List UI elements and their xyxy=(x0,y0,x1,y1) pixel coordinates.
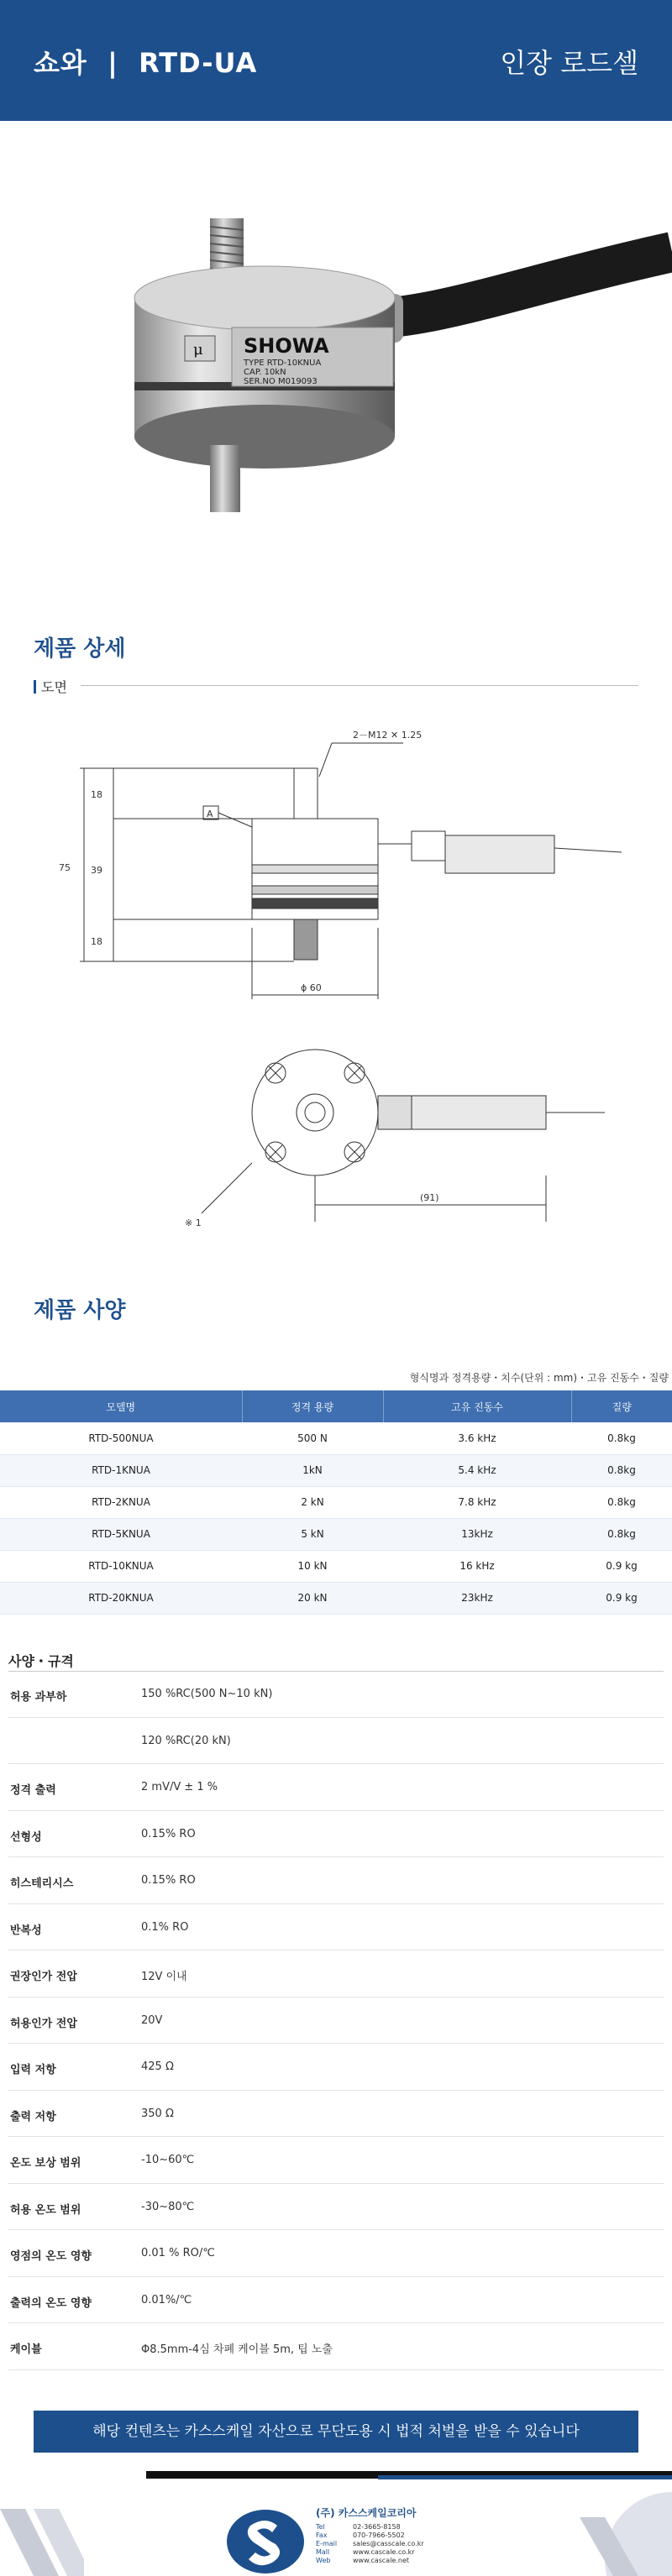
product-photo xyxy=(84,193,672,563)
footer-line xyxy=(316,2523,424,2531)
table-row xyxy=(0,1422,672,1454)
dim-top: 18 xyxy=(91,789,102,800)
spec2-value: 0.15% RO xyxy=(141,1874,196,1887)
cell-frequency: 5.4 kHz xyxy=(383,1454,571,1486)
list-item xyxy=(8,1811,664,1858)
spec-table-header-row xyxy=(0,1390,672,1422)
cell-mass: 0.9 kg xyxy=(571,1550,672,1582)
spec-table xyxy=(0,1390,672,1615)
spec2-key: 허용 과부하 xyxy=(10,1691,67,1704)
category-title: 인장 로드셀 xyxy=(500,47,638,79)
spec2-value: 0.01 % RO/℃ xyxy=(141,2247,215,2259)
spec2-value: 20V xyxy=(141,2013,163,2027)
subtitle-bar xyxy=(34,680,36,694)
company-logo xyxy=(225,2507,306,2576)
footer-label: Mall xyxy=(316,2548,330,2556)
cell-frequency: 13kHz xyxy=(383,1518,571,1550)
list-item xyxy=(8,1857,664,1904)
list-item xyxy=(8,2184,664,2231)
spec2-value: 425 Ω xyxy=(141,2060,174,2073)
footer-line xyxy=(316,2540,424,2548)
cell-capacity: 20 kN xyxy=(242,1582,383,1614)
footer-label: Tel xyxy=(316,2523,325,2531)
cell-capacity: 2 kN xyxy=(242,1486,383,1518)
list-item xyxy=(8,2230,664,2277)
spec2-value: 12V 이내 xyxy=(141,1971,187,1983)
cell-model: RTD-2KNUA xyxy=(0,1486,242,1518)
footer-label: E-mail xyxy=(316,2540,338,2547)
cell-model: RTD-20KNUA xyxy=(0,1582,242,1614)
dim-marker-a: A xyxy=(207,809,213,819)
header-banner xyxy=(0,0,672,121)
spec2-key: 권장인가 전압 xyxy=(10,1971,77,1983)
subtitle-divider xyxy=(81,685,638,686)
spec-section-title: 제품 사양 xyxy=(34,1298,126,1323)
footer-value: 070-7966-5502 xyxy=(353,2531,405,2539)
table-row xyxy=(0,1550,672,1582)
cell-mass: 0.8kg xyxy=(571,1422,672,1454)
spec-table-caption: 형식명과 정격용량・치수(단위 : mm)・고유 진동수・질량 xyxy=(409,1372,669,1384)
drawing-subtitle xyxy=(34,677,67,696)
spec2-key: 허용 온도 범위 xyxy=(10,2203,81,2217)
table-row xyxy=(0,1486,672,1518)
svg-text:μ: μ xyxy=(193,341,203,359)
footer-line xyxy=(316,2548,424,2557)
footer-label: Fax xyxy=(316,2531,328,2539)
footer-company-name: (주) 카스스케일코리아 xyxy=(316,2507,417,2519)
spec2-title: 사양・규격 xyxy=(8,1653,74,1669)
spec-col-model: 모델명 xyxy=(0,1390,242,1422)
spec2-value: 350 Ω xyxy=(141,2107,174,2120)
list-item xyxy=(8,1997,664,2045)
spec2-key: 출력의 온도 영향 xyxy=(10,2296,92,2310)
cell-capacity: 500 N xyxy=(242,1422,383,1454)
dim-mid: 39 xyxy=(91,865,102,876)
footer-decoration-right xyxy=(580,2492,672,2576)
spec2-key: 온도 보상 범위 xyxy=(10,2157,81,2170)
cell-model: RTD-10KNUA xyxy=(0,1550,242,1582)
spec2-key: 히스테리시스 xyxy=(10,1877,74,1890)
footer-label: Web xyxy=(316,2557,331,2564)
cell-model: RTD-500NUA xyxy=(0,1422,242,1454)
label-serial: SER.NO M019093 xyxy=(244,377,318,386)
table-row xyxy=(0,1518,672,1550)
copyright-notice: 해당 컨텐츠는 카스스케일 자산으로 무단도용 시 법적 처벌을 받을 수 있습니다 xyxy=(34,2411,638,2453)
spec2-value: -30~80℃ xyxy=(141,2200,195,2213)
list-item xyxy=(8,1718,664,1765)
list-item xyxy=(8,2277,664,2324)
spec2-value: -10~60℃ xyxy=(141,2154,195,2166)
spec-col-frequency: 고유 진동수 xyxy=(383,1390,571,1422)
cell-frequency: 23kHz xyxy=(383,1582,571,1614)
spec2-key: 출력 저항 xyxy=(10,2110,56,2123)
cell-mass: 0.8kg xyxy=(571,1454,672,1486)
cell-capacity: 10 kN xyxy=(242,1550,383,1582)
cell-mass: 0.8kg xyxy=(571,1486,672,1518)
footer-info xyxy=(316,2505,424,2565)
footer-line xyxy=(316,2531,424,2540)
cell-frequency: 7.8 kHz xyxy=(383,1486,571,1518)
dim-marker-1: ※ 1 xyxy=(185,1217,202,1228)
spec2-key: 케이블 xyxy=(10,2343,42,2356)
footer-decoration-left xyxy=(0,2509,84,2576)
cell-model: RTD-5KNUA xyxy=(0,1518,242,1550)
list-item xyxy=(8,2323,664,2370)
dim-bottom: 18 xyxy=(91,936,102,947)
spec2-value: 0.1% RO xyxy=(141,1920,189,1934)
list-item xyxy=(8,1671,664,1718)
cell-model: RTD-1KNUA xyxy=(0,1454,242,1486)
drawing-subtitle-text: 도면 xyxy=(41,679,67,695)
spec2-value: 2 mV/V ± 1 % xyxy=(141,1781,218,1793)
footer-value[interactable]: www.cascale.co.kr xyxy=(353,2548,415,2556)
dim-total: 75 xyxy=(59,862,71,873)
brand-title: 쇼와 | RTD-UA xyxy=(34,47,258,79)
label-logo: SHOWA xyxy=(244,334,329,358)
spec2-key: 영점의 온도 영향 xyxy=(10,2250,92,2263)
spec2-value: 150 %RC(500 N~10 kN) xyxy=(141,1688,273,1700)
spec2-key: 반복성 xyxy=(10,1924,42,1937)
label-cap: CAP. 10kN xyxy=(244,368,286,377)
spec2-key: 입력 저항 xyxy=(10,2064,56,2076)
list-item xyxy=(8,2091,664,2138)
spec2-list xyxy=(8,1671,664,2370)
table-row xyxy=(0,1454,672,1486)
label-type: TYPE RTD-10KNUA xyxy=(244,359,322,368)
spec2-key: 정격 출력 xyxy=(10,1784,56,1797)
list-item xyxy=(8,2137,664,2184)
technical-drawing xyxy=(50,718,638,1238)
footer-line xyxy=(316,2557,424,2565)
footer-bar-blue xyxy=(378,2475,672,2479)
footer-value[interactable]: sales@casscale.co.kr xyxy=(353,2540,424,2547)
spec2-value: Φ8.5mm-4심 차폐 케이블 5m, 팁 노출 xyxy=(141,2343,333,2356)
spec2-value: 0.15% RO xyxy=(141,1827,196,1840)
dim-diameter: ϕ 60 xyxy=(301,982,322,993)
detail-section-title: 제품 상세 xyxy=(34,636,126,662)
footer-value: 02-3665-8158 xyxy=(353,2523,401,2531)
spec2-key: 허용인가 전압 xyxy=(10,2017,77,2030)
spec2-value: 120 %RC(20 kN) xyxy=(141,1734,231,1747)
list-item xyxy=(8,1950,664,1997)
cell-capacity: 1kN xyxy=(242,1454,383,1486)
footer-value[interactable]: www.cascale.net xyxy=(353,2557,410,2564)
cell-mass: 0.9 kg xyxy=(571,1582,672,1614)
spec-col-mass: 질량 xyxy=(571,1390,672,1422)
cell-capacity: 5 kN xyxy=(242,1518,383,1550)
spec2-key: 선형성 xyxy=(10,1830,42,1844)
cell-frequency: 16 kHz xyxy=(383,1550,571,1582)
spec-col-capacity: 정격 용량 xyxy=(242,1390,383,1422)
list-item xyxy=(8,1904,664,1951)
spec2-value: 0.01%/℃ xyxy=(141,2293,192,2306)
list-item xyxy=(8,2044,664,2091)
dim-thread: 2－M12 ✕ 1.25 xyxy=(353,730,423,741)
cell-mass: 0.8kg xyxy=(571,1518,672,1550)
list-item xyxy=(8,1764,664,1811)
cell-frequency: 3.6 kHz xyxy=(383,1422,571,1454)
table-row xyxy=(0,1582,672,1614)
dim-cable: (91) xyxy=(420,1192,439,1203)
